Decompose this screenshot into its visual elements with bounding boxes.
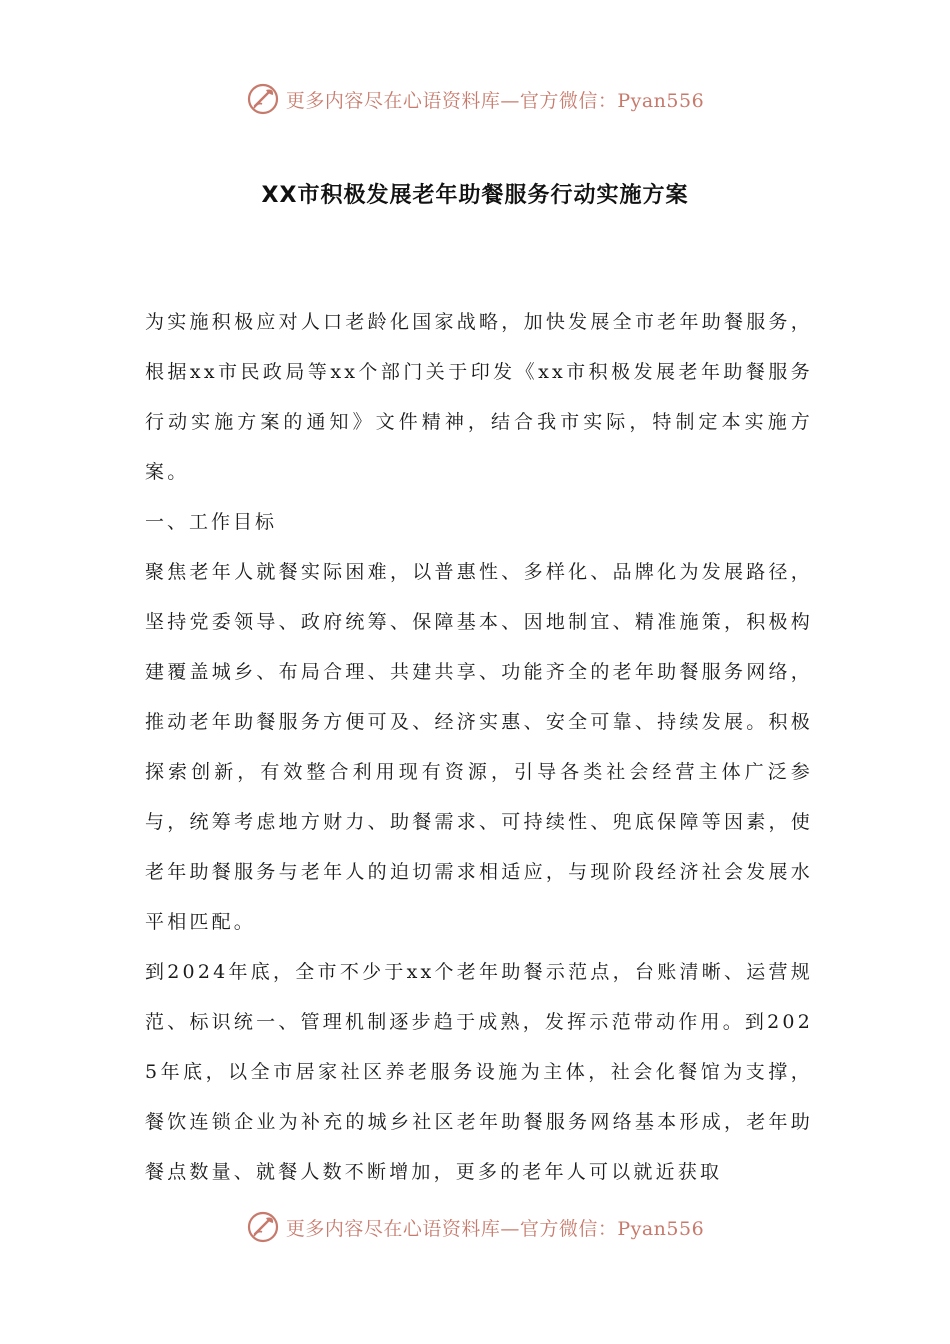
- targets-paragraph: 到2024年底，全市不少于xx个老年助餐示范点，台账清晰、运营规范、标识统一、管理机制逐步趋于成熟，发挥示范带动作用。到2025年底，以全市居家社区养老服务设施为主体，社会化餐馆为支撑，餐饮连锁企业为补充的城乡社区老年助餐服务网络基本形成，老年助餐点数量、就餐人数不断增加，更多的老年人可以就近获取: [145, 961, 813, 1183]
- section-heading-work-goals: 一、工作目标: [145, 511, 278, 533]
- document-body: [145, 297, 813, 1197]
- goals-paragraph: 聚焦老年人就餐实际困难，以普惠性、多样化、品牌化为发展路径，坚持党委领导、政府统筹、保障基本、因地制宜、精准施策，积极构建覆盖城乡、布局合理、共建共享、功能齐全的老年助餐服务网络，推动老年助餐服务方便可及、经济实惠、安全可靠、持续发展。积极探索创新，有效整合利用现有资源，引导各类社会经营主体广泛参与，统筹考虑地方财力、助餐需求、可持续性、兜底保障等因素，使老年助餐服务与老年人的迫切需求相适应，与现阶段经济社会发展水平相匹配。: [145, 561, 813, 933]
- intro-paragraph: 为实施积极应对人口老龄化国家战略，加快发展全市老年助餐服务，根据xx市民政局等xx个部门关于印发《xx市积极发展老年助餐服务行动实施方案的通知》文件精神，结合我市实际，特制定本实施方案。: [145, 311, 813, 483]
- watermark-text: 更多内容尽在心语资料库—官方微信：Pyan556: [285, 1217, 705, 1240]
- quill-pen-logo-icon: [246, 1210, 280, 1244]
- footer-watermark-banner: [0, 1210, 950, 1244]
- header-watermark-banner: [0, 82, 950, 116]
- quill-pen-logo-icon: [246, 82, 280, 116]
- document-title: XX市积极发展老年助餐服务行动实施方案: [261, 183, 689, 208]
- watermark-text: 更多内容尽在心语资料库—官方微信：Pyan556: [285, 89, 705, 112]
